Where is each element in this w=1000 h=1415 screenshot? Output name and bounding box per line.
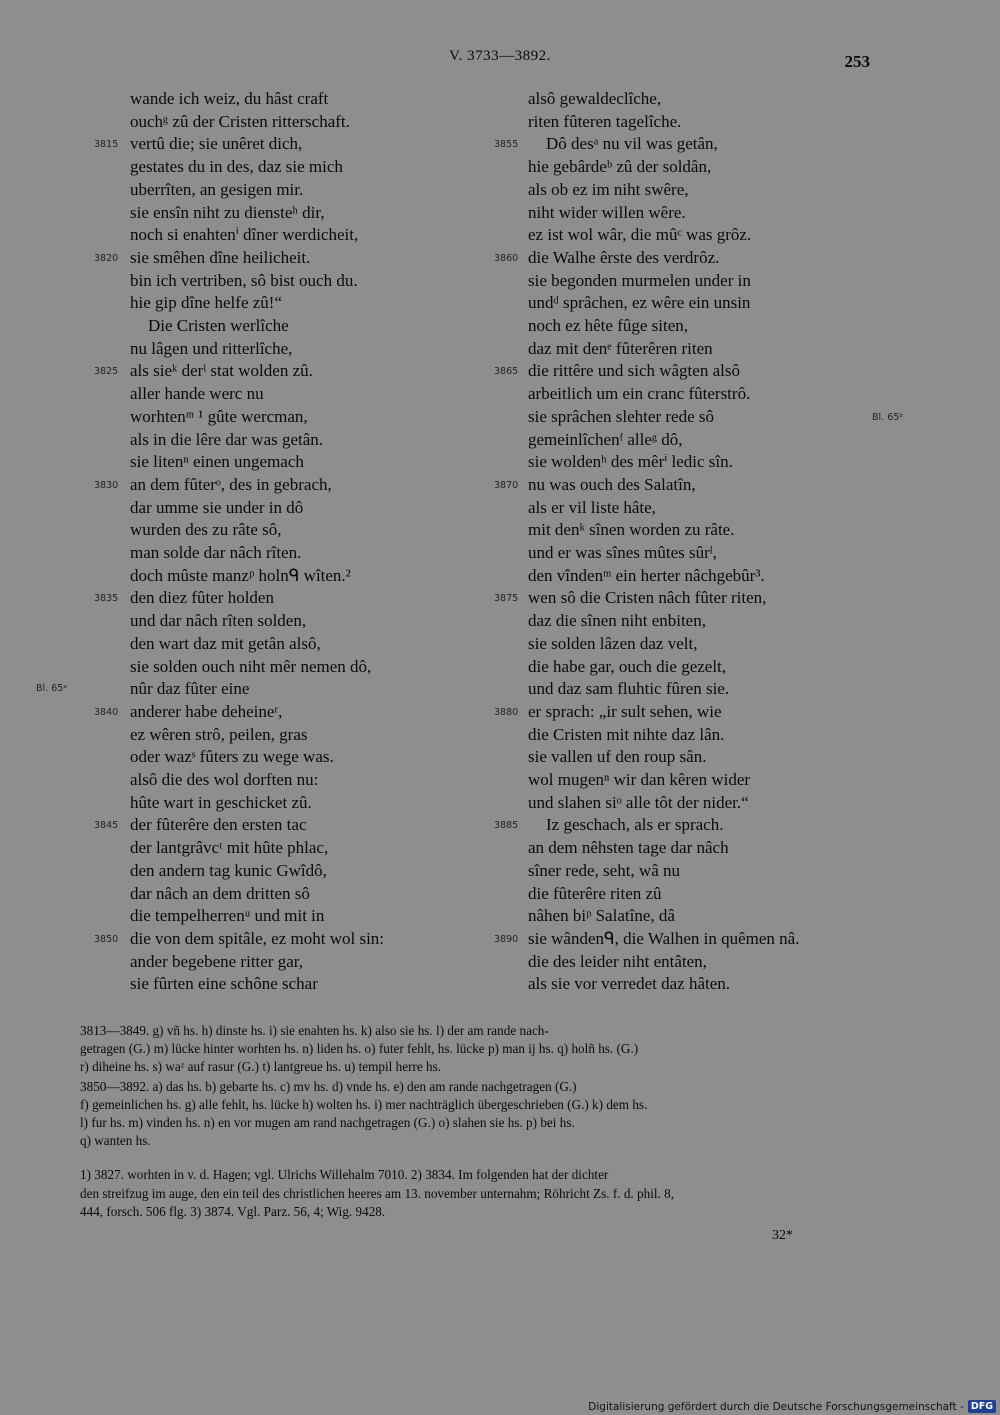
verse-line: ouchᵍ zû der Cristen ritterschaft.: [130, 111, 350, 131]
verse-line: vertû die; sie unêret dich,: [130, 134, 303, 154]
verse-line: sie fûrten eine schône schar: [130, 974, 318, 994]
verse-line: hie gebârdeᵇ zû der soldân,: [528, 157, 712, 177]
verse-line: sîner rede, seht, wâ nu: [528, 860, 681, 880]
verse-line: die des leider niht entâten,: [528, 951, 707, 971]
verse-line: und er was sînes mûtes sûrˡ,: [528, 543, 717, 562]
line-number: 3880: [494, 706, 519, 718]
line-number: 3835: [94, 593, 119, 605]
line-number: 3855: [494, 139, 519, 151]
verse-line: den diez fûter holden: [130, 588, 274, 608]
critical-apparatus-1: [80, 1022, 870, 1076]
sheet-signature: 32*: [772, 1228, 793, 1243]
verse-line: Die Cristen werlîche: [148, 316, 289, 335]
verse-line: die von dem spitâle, ez moht wol sin:: [130, 928, 385, 948]
line-number: 3865: [494, 366, 519, 378]
verse-line: Dô desᵃ nu vil was getân,: [546, 134, 718, 154]
verse-line: wol mugenⁿ wir dan kêren wider: [528, 770, 751, 789]
verse-line: den andern tag kunic Gwîdô,: [130, 860, 327, 880]
line-number: 3860: [494, 252, 519, 264]
verse-line: sie smêhen dîne heilicheit.: [130, 247, 311, 267]
line-number: 3885: [494, 820, 519, 832]
apparatus-line: q) wanten hs.: [80, 1133, 151, 1148]
line-number: 3840: [94, 706, 119, 718]
line-number: 3875: [494, 593, 519, 605]
verse-line: den vîndenᵐ ein herter nâchgebûr³.: [528, 565, 765, 585]
line-number: 3820: [94, 252, 119, 264]
verse-line: gemeinlîchenᶠ alleᵍ dô,: [528, 429, 683, 449]
verse-line: und slahen siᵒ alle tôt der nider.“: [528, 792, 749, 812]
verse-line: sie solden lâzen daz velt,: [528, 633, 698, 653]
margin-note-right: Bl. 65ᵇ: [872, 412, 904, 423]
verse-line: anderer habe deheineʳ,: [130, 701, 283, 721]
verse-line: wen sô die Cristen nâch fûter riten,: [528, 588, 767, 608]
margin-note-left: Bl. 65ᵃ: [36, 683, 68, 694]
verse-line: die rittêre und sich wâgten alsô: [528, 361, 740, 381]
verse-line: doch mûste manzᵖ holnᑫ wîten.²: [130, 565, 351, 585]
verse-line: sie litenⁿ einen ungemach: [130, 452, 304, 472]
page-number: 253: [844, 52, 870, 71]
footnote-line: 444, forsch. 506 flg. 3) 3874. Vgl. Parz. 56, 4; Wig. 9428.: [80, 1204, 386, 1219]
verse-line: noch si enahtenⁱ dîner werdicheit,: [130, 225, 359, 245]
dfg-credit-text: Digitalisierung gefördert durch die Deutsche Forschungsgemeinschaft -: [588, 1400, 964, 1413]
verse-line: die habe gar, ouch die gezelt,: [528, 656, 727, 676]
verse-line: dar nâch an dem dritten sô: [130, 883, 310, 903]
verse-line: als in die lêre dar was getân.: [130, 429, 324, 449]
verse-line: daz mit denᵉ fûterêren riten: [528, 338, 713, 358]
verse-line: nûr daz fûter eine: [130, 679, 250, 699]
apparatus-line: 3850—3892. a) das hs. b) gebarte hs. c) mv hs. d) vnde hs. e) den am rande nachgetragen (G.): [80, 1079, 577, 1094]
line-number: 3850: [94, 933, 119, 945]
verse-line: die Cristen mit nihte daz lân.: [528, 724, 725, 744]
verse-line: die tempelherrenᵘ und mit in: [130, 906, 325, 926]
verse-line: niht wider willen wêre.: [528, 202, 686, 222]
verse-line: an dem fûterᵒ, des in gebrach,: [130, 474, 332, 494]
line-number: 3870: [494, 479, 519, 491]
verse-line: mit denᵏ sînen worden zu râte.: [528, 520, 735, 540]
line-number: 3830: [94, 479, 119, 491]
verse-line: sie solden ouch niht mêr nemen dô,: [130, 656, 372, 676]
line-number: 3890: [494, 933, 519, 945]
verse-line: sie vallen uf den roup sân.: [528, 747, 707, 767]
verse-line: sie sprâchen slehter rede sô: [528, 406, 714, 426]
verse-line: oder wazˢ fûters zu wege was.: [130, 747, 334, 767]
footnote-line: den streifzug im auge, den ein teil des christlichen heeres am 13. november unternahm; Röhricht Zs. f. d. phil. 8,: [80, 1185, 675, 1201]
verse-line: nâhen biᵖ Salatîne, dâ: [528, 906, 675, 926]
footnote-line: 1) 3827. worhten in v. d. Hagen; vgl. Ulrichs Willehalm 7010. 2) 3834. Im folgenden hat der dichter: [80, 1167, 609, 1182]
verse-line: wurden des zu râte sô,: [130, 520, 282, 540]
verse-line: Iz geschach, als er sprach.: [546, 815, 724, 835]
verse-line: er sprach: „ir sult sehen, wie: [528, 701, 722, 721]
verse-line: worhtenᵐ ¹ gûte wercman,: [130, 406, 308, 426]
verse-line: als ob ez im niht swêre,: [528, 179, 689, 199]
verse-line: sie ensîn niht zu diensteʰ dir,: [130, 202, 325, 222]
verse-line: der fûterêre den ersten tac: [130, 815, 307, 835]
apparatus-line: r) diheine hs. s) waᶻ auf rasur (G.) t) lantgreue hs. u) tempil herre hs.: [80, 1059, 442, 1074]
verse-line: undᵈ sprâchen, ez wêre ein unsin: [528, 293, 751, 313]
verse-line: arbeitlich um ein cranc fûterstrô.: [528, 384, 751, 404]
page-header-range: V. 3733—3892.: [449, 48, 551, 64]
verse-line: nu lâgen und ritterlîche,: [130, 338, 293, 358]
critical-apparatus-2: [80, 1078, 870, 1150]
verse-line: gestates du in des, daz sie mich: [130, 157, 343, 177]
verse-line: man solde dar nâch rîten.: [130, 543, 302, 562]
verse-line: die Walhe êrste des verdrôz.: [528, 247, 720, 267]
verse-line: der lantgrâvcᵗ mit hûte phlac,: [130, 838, 329, 858]
apparatus-line: getragen (G.) m) lücke hinter worhten hs. n) liden hs. o) futer fehlt, hs. lücke p) man ij hs. q) holñ hs. (G.): [80, 1041, 639, 1056]
verse-line: bin ich vertriben, sô bist ouch du.: [130, 270, 358, 290]
dfg-credit: [588, 1400, 996, 1413]
verse-line: noch ez hête fûge siten,: [528, 316, 689, 335]
verse-line: alsô die des wol dorften nu:: [130, 770, 319, 789]
line-number: 3825: [94, 366, 119, 378]
verse-line: hûte wart in geschicket zû.: [130, 792, 312, 812]
verse-line: den wart daz mit getân alsô,: [130, 633, 321, 653]
verse-line: alsô gewaldeclîche,: [528, 89, 662, 108]
verse-line: wande ich weiz, du hâst craft: [130, 89, 329, 108]
verse-line: als er vil liste hâte,: [528, 497, 656, 517]
verse-line: sie woldenʰ des mêrⁱ ledic sîn.: [528, 452, 733, 472]
verse-line: sie wândenᑫ, die Walhen in quêmen nâ.: [528, 928, 800, 948]
verse-line: aller hande werc nu: [130, 384, 264, 404]
verse-line: ez wêren strô, peilen, gras: [130, 724, 308, 744]
verse-line: sie begonden murmelen under in: [528, 270, 751, 290]
footnotes: [80, 1166, 870, 1222]
verse-line: und dar nâch rîten solden,: [130, 611, 307, 631]
apparatus-line: 3813—3849. g) vñ hs. h) dinste hs. i) sie enahten hs. k) also sie hs. l) der am rande nach-: [80, 1023, 549, 1038]
verse-line: die fûterêre riten zû: [528, 883, 662, 903]
verse-line: nu was ouch des Salatîn,: [528, 474, 696, 494]
verse-line: ander begebene ritter gar,: [130, 951, 303, 971]
verse-line: uberrîten, an gesigen mir.: [130, 179, 304, 199]
verse-line: dar umme sie under in dô: [130, 497, 304, 517]
line-number: 3815: [94, 139, 119, 151]
apparatus-line: f) gemeinlichen hs. g) alle fehlt, hs. lücke h) wolten hs. i) mer nachträglich übergeschrieben (G.) k) dem hs.: [80, 1097, 648, 1112]
line-number: 3845: [94, 820, 119, 832]
verse-line: daz die sînen niht enbiten,: [528, 611, 706, 631]
verse-line: und daz sam fluhtic fûren sie.: [528, 679, 730, 699]
dfg-logo: DFG: [968, 1400, 996, 1413]
apparatus-line: l) fur hs. m) vinden hs. n) en vor mugen am rand nachgetragen (G.) o) slahen sie hs. p) bei hs.: [80, 1115, 575, 1130]
verse-line: riten fûteren tagelîche.: [528, 111, 682, 131]
verse-line: als sie vor verredet daz hâten.: [528, 974, 731, 994]
verse-line: ez ist wol wâr, die mûᶜ was grôz.: [528, 225, 752, 245]
verse-line: hie gip dîne helfe zû!“: [130, 293, 282, 313]
verse-line: an dem nêhsten tage dar nâch: [528, 838, 729, 858]
verse-line: als sieᵏ derˡ stat wolden zû.: [130, 361, 313, 381]
